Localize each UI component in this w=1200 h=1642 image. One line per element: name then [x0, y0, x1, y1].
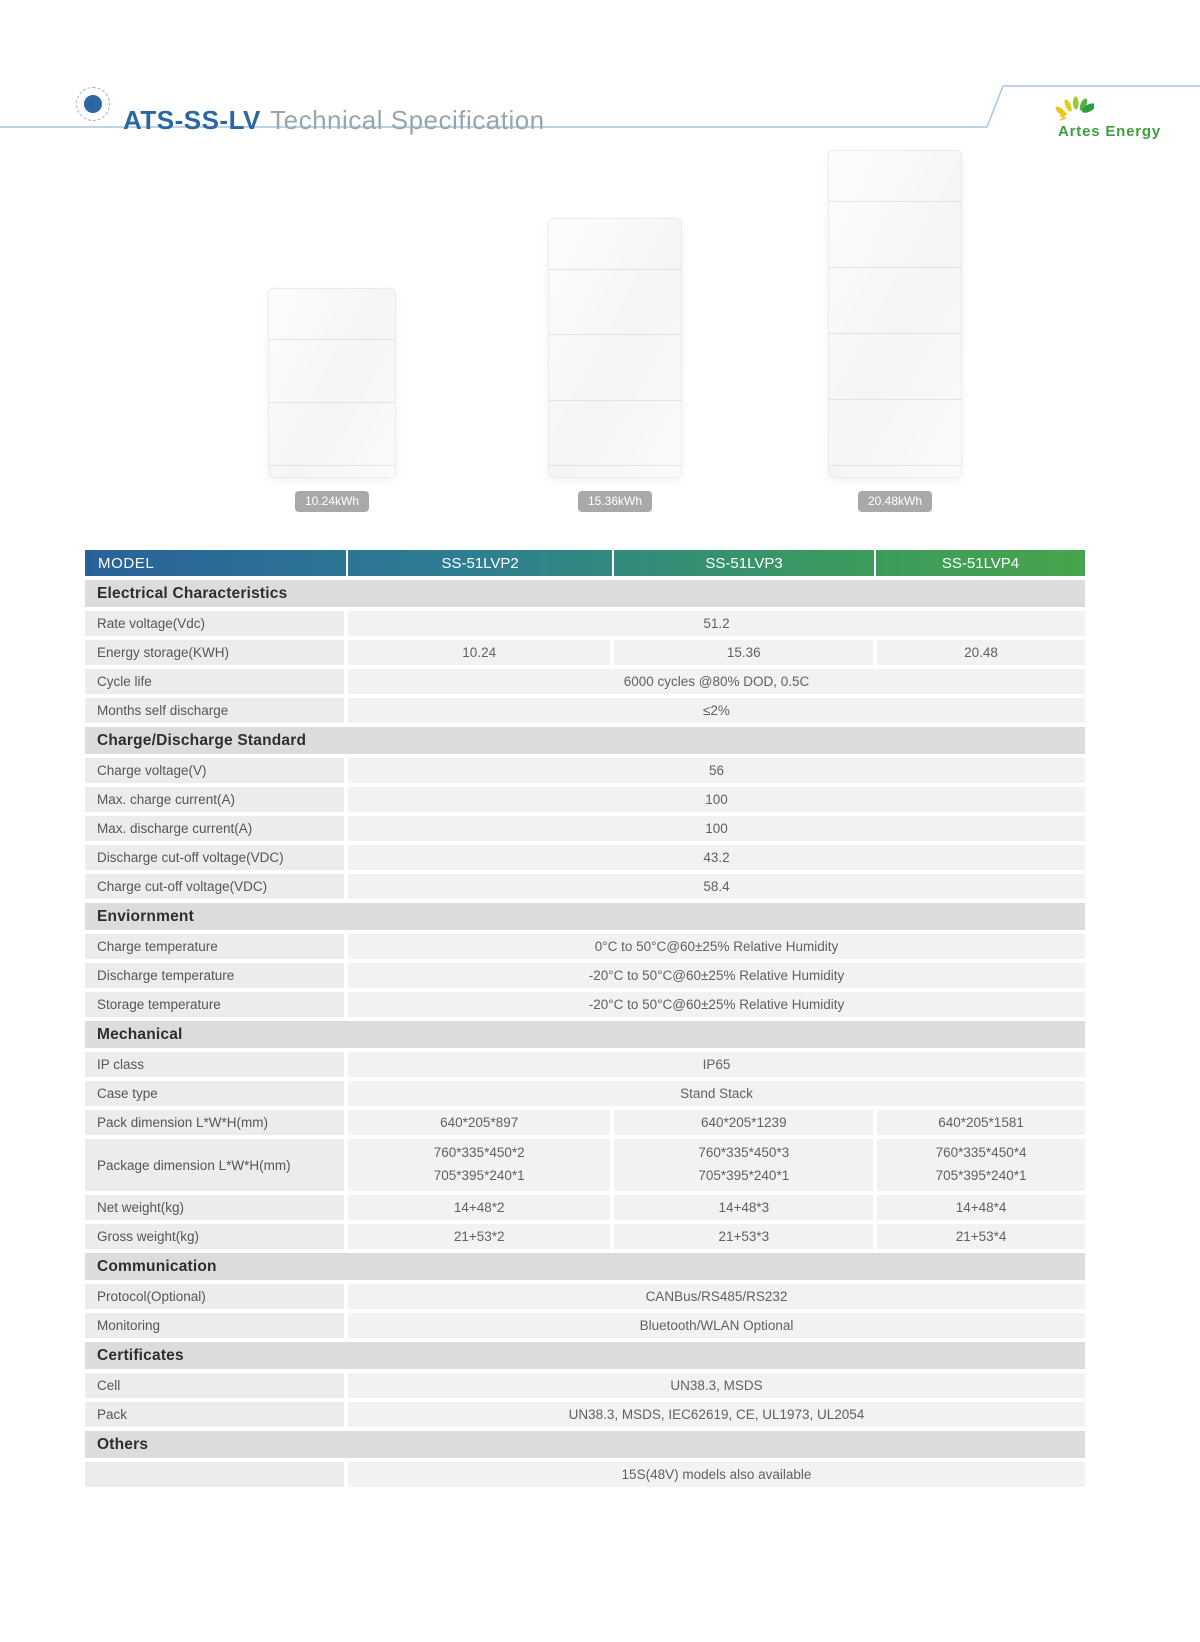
- spec-label: Storage temperature: [85, 992, 344, 1017]
- spec-value: 14+48*2: [348, 1195, 611, 1220]
- battery-module: [549, 269, 681, 334]
- spec-row: [85, 611, 1085, 636]
- spec-label: Pack dimension L*W*H(mm): [85, 1110, 344, 1135]
- battery-top-cap: [829, 151, 961, 201]
- model-header-row: [85, 550, 1085, 576]
- spec-row: [85, 640, 1085, 665]
- spec-label: Gross weight(kg): [85, 1224, 344, 1249]
- spec-value: IP65: [348, 1052, 1085, 1077]
- spec-label: Charge temperature: [85, 934, 344, 959]
- battery-module: [269, 402, 395, 465]
- battery-module: [829, 267, 961, 333]
- spec-label: Months self discharge: [85, 698, 344, 723]
- spec-value: 760*335*450*3 705*395*240*1: [614, 1139, 873, 1191]
- spec-row: [85, 787, 1085, 812]
- model-label-cell: MODEL: [98, 554, 155, 572]
- spec-label: Cell: [85, 1373, 344, 1398]
- spec-value: -20°C to 50°C@60±25% Relative Humidity: [348, 992, 1085, 1017]
- model-name-cell: SS-51LVP3: [612, 550, 874, 576]
- spec-value: 43.2: [348, 845, 1085, 870]
- battery-image: [268, 288, 396, 478]
- spec-row: [85, 934, 1085, 959]
- spec-row: [85, 698, 1085, 723]
- spec-value: 100: [348, 816, 1085, 841]
- spec-row: [85, 1195, 1085, 1220]
- battery-base: [549, 465, 681, 477]
- spec-value: ≤2%: [348, 698, 1085, 723]
- spec-label: Monitoring: [85, 1313, 344, 1338]
- spec-value: Stand Stack: [348, 1081, 1085, 1106]
- spec-label: Rate voltage(Vdc): [85, 611, 344, 636]
- section-header: Certificates: [85, 1342, 1085, 1369]
- spec-row: [85, 758, 1085, 783]
- spec-value: 56: [348, 758, 1085, 783]
- spec-label: Discharge cut-off voltage(VDC): [85, 845, 344, 870]
- spec-value: UN38.3, MSDS: [348, 1373, 1085, 1398]
- brand-name: Artes Energy: [1058, 123, 1161, 140]
- spec-row: [85, 1052, 1085, 1077]
- product-images: [0, 0, 1200, 540]
- spec-label: [85, 1462, 344, 1487]
- spec-value: UN38.3, MSDS, IEC62619, CE, UL1973, UL2054: [348, 1402, 1085, 1427]
- spec-value: 21+53*2: [348, 1224, 611, 1249]
- spec-row: [85, 1313, 1085, 1338]
- spec-value: 760*335*450*2 705*395*240*1: [348, 1139, 611, 1191]
- spec-row: [85, 1139, 1085, 1191]
- spec-value: 14+48*4: [877, 1195, 1085, 1220]
- battery-base: [829, 465, 961, 477]
- spec-value: 58.4: [348, 874, 1085, 899]
- spec-row: [85, 1110, 1085, 1135]
- battery-base: [269, 465, 395, 477]
- spec-label: Charge voltage(V): [85, 758, 344, 783]
- spec-value: 6000 cycles @80% DOD, 0.5C: [348, 669, 1085, 694]
- battery-module: [269, 339, 395, 402]
- capacity-badge: 10.24kWh: [295, 491, 369, 512]
- spec-label: Case type: [85, 1081, 344, 1106]
- spec-row: [85, 992, 1085, 1017]
- spec-value: 21+53*4: [877, 1224, 1085, 1249]
- battery-image: [828, 150, 962, 478]
- spec-value: 21+53*3: [614, 1224, 873, 1249]
- battery-image: [548, 218, 682, 478]
- spec-value: CANBus/RS485/RS232: [348, 1284, 1085, 1309]
- spec-label: Energy storage(KWH): [85, 640, 344, 665]
- battery-module: [549, 400, 681, 465]
- battery-top-cap: [269, 289, 395, 339]
- spec-value: 760*335*450*4 705*395*240*1: [877, 1139, 1085, 1191]
- spec-row: [85, 1081, 1085, 1106]
- spec-value: Bluetooth/WLAN Optional: [348, 1313, 1085, 1338]
- spec-label: Charge cut-off voltage(VDC): [85, 874, 344, 899]
- page-title-model: ATS-SS-LV: [123, 105, 261, 136]
- model-name-cell: SS-51LVP4: [874, 550, 1085, 576]
- spec-value: -20°C to 50°C@60±25% Relative Humidity: [348, 963, 1085, 988]
- spec-row: [85, 816, 1085, 841]
- spec-value: 640*205*897: [348, 1110, 611, 1135]
- battery-module: [829, 333, 961, 399]
- spec-row: [85, 669, 1085, 694]
- section-header: Others: [85, 1431, 1085, 1458]
- spec-label: Cycle life: [85, 669, 344, 694]
- battery-module: [549, 334, 681, 399]
- section-header: Communication: [85, 1253, 1085, 1280]
- section-header: Mechanical: [85, 1021, 1085, 1048]
- spec-label: Max. charge current(A): [85, 787, 344, 812]
- spec-row: [85, 1284, 1085, 1309]
- spec-row: [85, 874, 1085, 899]
- spec-value: 15.36: [614, 640, 873, 665]
- spec-value: 20.48: [877, 640, 1085, 665]
- spec-value: 10.24: [348, 640, 611, 665]
- capacity-badge: 15.36kWh: [578, 491, 652, 512]
- capacity-badge: 20.48kWh: [858, 491, 932, 512]
- spec-label: Package dimension L*W*H(mm): [85, 1139, 344, 1191]
- spec-label: Discharge temperature: [85, 963, 344, 988]
- battery-module: [829, 399, 961, 465]
- battery-top-cap: [549, 219, 681, 269]
- spec-value: 0°C to 50°C@60±25% Relative Humidity: [348, 934, 1085, 959]
- spec-table: [85, 550, 1085, 1491]
- spec-value: 51.2: [348, 611, 1085, 636]
- spec-row: [85, 845, 1085, 870]
- spec-table-body: [85, 580, 1085, 1487]
- spec-row: [85, 1402, 1085, 1427]
- model-name-cell: SS-51LVP2: [346, 550, 612, 576]
- battery-module: [829, 201, 961, 267]
- spec-label: Protocol(Optional): [85, 1284, 344, 1309]
- section-header: Electrical Characteristics: [85, 580, 1085, 607]
- spec-value: 100: [348, 787, 1085, 812]
- spec-row: [85, 1224, 1085, 1249]
- spec-label: Pack: [85, 1402, 344, 1427]
- spec-value: 15S(48V) models also available: [348, 1462, 1085, 1487]
- spec-value: 640*205*1581: [877, 1110, 1085, 1135]
- spec-label: Net weight(kg): [85, 1195, 344, 1220]
- page-title-text: Technical Specification: [270, 105, 545, 136]
- spec-row: [85, 963, 1085, 988]
- spec-row: [85, 1373, 1085, 1398]
- section-header: Enviornment: [85, 903, 1085, 930]
- spec-label: Max. discharge current(A): [85, 816, 344, 841]
- spec-value: 14+48*3: [614, 1195, 873, 1220]
- section-header: Charge/Discharge Standard: [85, 727, 1085, 754]
- spec-row: [85, 1462, 1085, 1487]
- spec-value: 640*205*1239: [614, 1110, 873, 1135]
- spec-label: IP class: [85, 1052, 344, 1077]
